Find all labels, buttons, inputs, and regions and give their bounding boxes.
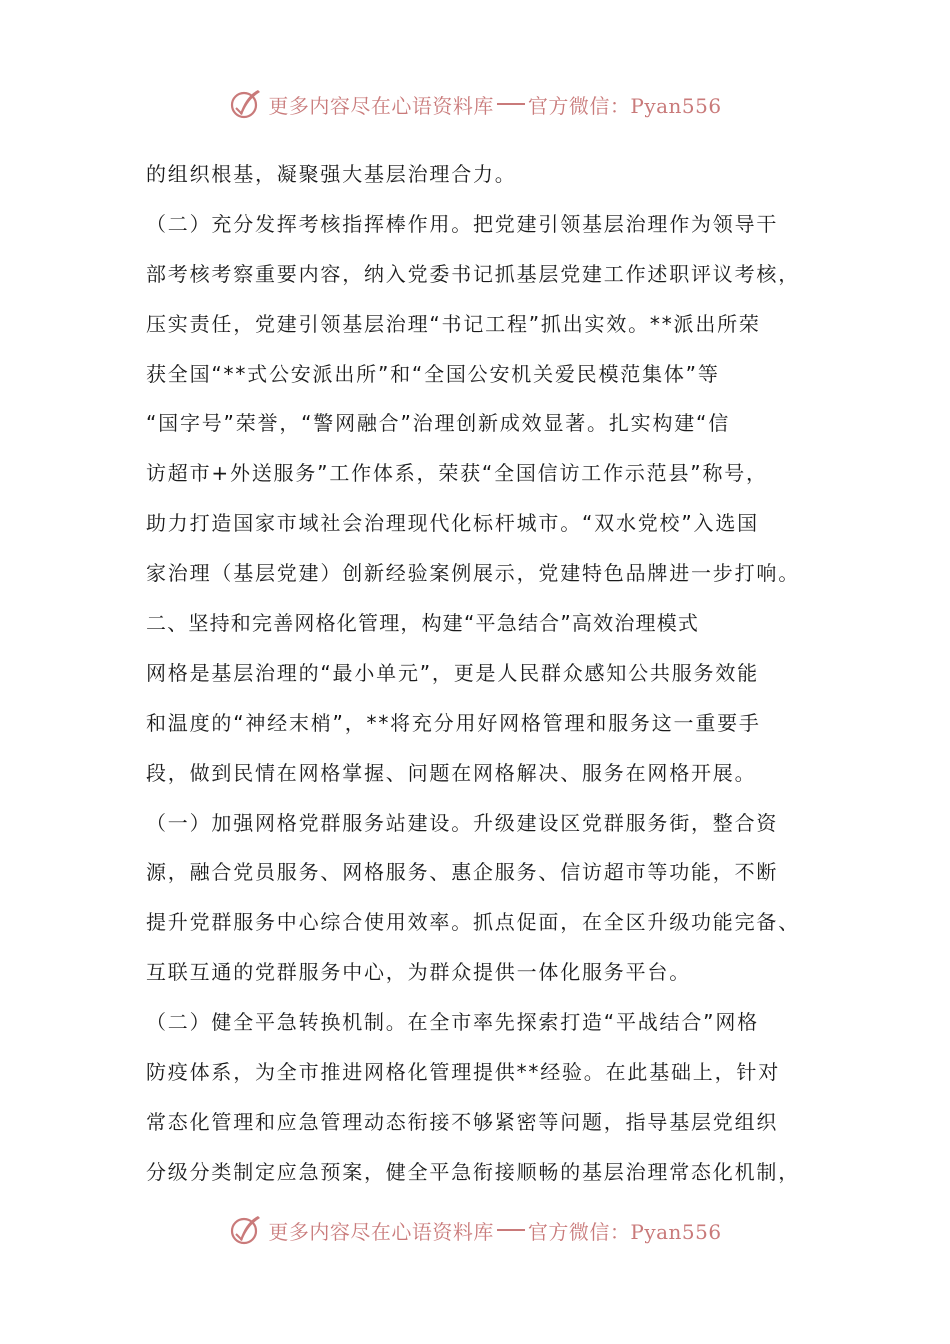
text-line: 助力打造国家市域社会治理现代化标杆城市。“双水党校”入选国 [146,511,759,536]
text-line: 互联互通的党群服务中心，为群众提供一体化服务平台。 [146,960,691,985]
watermark-suffix: 官方微信：Pyan556 [527,1219,722,1244]
watermark-header [0,84,950,124]
watermark-text: 更多内容尽在心语资料库 [268,93,494,118]
watermark-text: 更多内容尽在心语资料库 [268,1219,494,1244]
document-body [146,150,826,1198]
text-line: 提升党群服务中心综合使用效率。抓点促面，在全区升级功能完备、 [146,910,800,935]
watermark-suffix: 官方微信：Pyan556 [527,93,722,118]
text-line: 获全国“**式公安派出所”和“全国公安机关爱民模范集体”等 [146,361,720,386]
section-heading: 二、坚持和完善网格化管理，构建“平急结合”高效治理模式 [146,611,700,636]
text-line: 防疫体系，为全市推进网格化管理提供**经验。在此基础上，针对 [146,1060,780,1085]
text-line: 段，做到民情在网格掌握、问题在网格解决、服务在网格开展。 [146,760,757,785]
watermark-footer [0,1210,950,1250]
text-line: 源，融合党员服务、网格服务、惠企服务、信访超市等功能，不断 [146,860,779,885]
text-line: 压实责任，党建引领基层治理“书记工程”抓出实效。**派出所荣 [146,311,761,336]
text-line: 家治理（基层党建）创新经验案例展示，党建特色品牌进一步打响。 [146,561,800,586]
text-line: 常态化管理和应急管理动态衔接不够紧密等问题，指导基层党组织 [146,1109,779,1134]
text-line: “国字号”荣誉，“警网融合”治理创新成效显著。扎实构建“信 [146,411,731,436]
text-line: 的组织根基，凝聚强大基层治理合力。 [146,162,517,186]
text-line: 访超市+外送服务”工作体系，荣获“全国信访工作示范县”称号， [146,461,768,486]
text-line: （二）健全平急转换机制。在全市率先探索打造“平战结合”网格 [146,1010,759,1035]
watermark-dash [497,1229,525,1231]
quill-logo-icon [228,86,264,122]
quill-logo-icon [228,1212,264,1248]
text-line: 部考核考察重要内容，纳入党委书记抓基层党建工作述职评议考核， [146,261,800,286]
text-line: 分级分类制定应急预案，健全平急衔接顺畅的基层治理常态化机制， [146,1159,800,1184]
text-line: （一）加强网格党群服务站建设。升级建设区党群服务街，整合资 [146,810,779,835]
text-line: 网格是基层治理的“最小单元”，更是人民群众感知公共服务效能 [146,660,759,685]
text-line: （二）充分发挥考核指挥棒作用。把党建引领基层治理作为领导干 [146,211,779,236]
text-line: 和温度的“神经末梢”，**将充分用好网格管理和服务这一重要手 [146,710,761,735]
watermark-dash [497,103,525,105]
